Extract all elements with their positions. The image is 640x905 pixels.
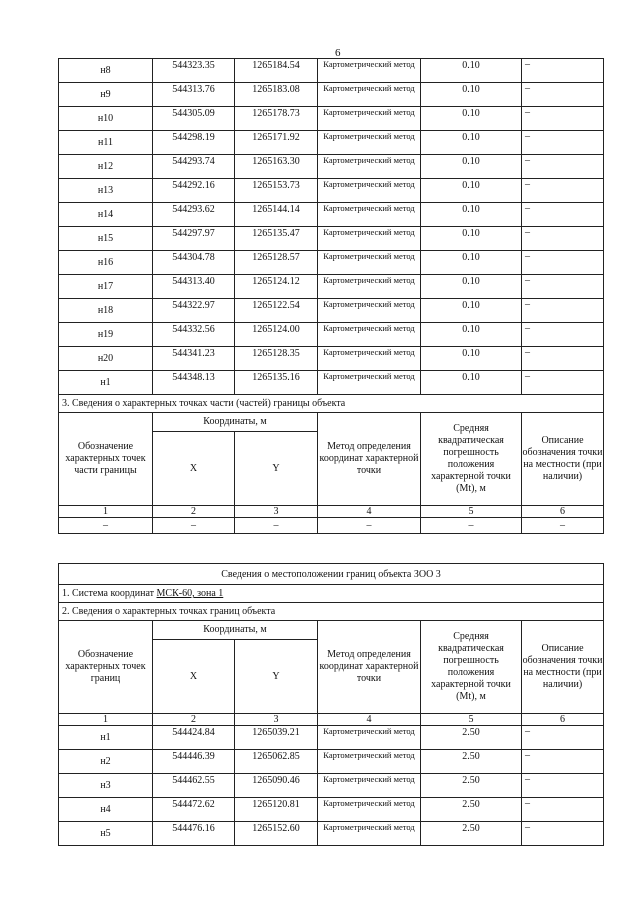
table-row: [59, 347, 604, 371]
column-index-row: 1 2 3 4 5 6: [59, 714, 604, 726]
description: –: [522, 822, 604, 846]
point-name: н1: [59, 371, 153, 395]
y-coordinate: 1265128.35: [235, 347, 318, 371]
table-row: [59, 726, 604, 750]
error-value: 2.50: [421, 750, 522, 774]
description: –: [522, 203, 604, 227]
coordinate-system-value: МСК-60, зона 1: [156, 588, 224, 599]
method: Картометрический метод: [318, 203, 421, 227]
error-value: 0.10: [421, 275, 522, 299]
description: –: [522, 131, 604, 155]
boundary-points-continued: [58, 58, 603, 534]
method: Картометрический метод: [318, 59, 421, 83]
x-coordinate: 544348.13: [153, 371, 235, 395]
table-row: [59, 203, 604, 227]
y-coordinate: 1265124.12: [235, 275, 318, 299]
method: Картометрический метод: [318, 726, 421, 750]
x-coordinate: 544293.74: [153, 155, 235, 179]
x-coordinate: 544446.39: [153, 750, 235, 774]
x-coordinate: 544304.78: [153, 251, 235, 275]
y-coordinate: 1265183.08: [235, 83, 318, 107]
method: Картометрический метод: [318, 251, 421, 275]
x-coordinate: 544297.97: [153, 227, 235, 251]
method-header: Метод определения координат характерной точки: [318, 413, 421, 506]
error-header: Средняя квадратическая погрешность положения характерной точки (Mt), м: [421, 621, 522, 714]
y-coordinate: 1265135.47: [235, 227, 318, 251]
point-name: н17: [59, 275, 153, 299]
table-row: [59, 251, 604, 275]
description: –: [522, 347, 604, 371]
zone-3-block: [58, 563, 603, 846]
y-coordinate: 1265039.21: [235, 726, 318, 750]
description: –: [522, 107, 604, 131]
description: –: [522, 371, 604, 395]
empty-row: – – – – – –: [59, 518, 604, 534]
point-name: н12: [59, 155, 153, 179]
description: –: [522, 798, 604, 822]
zone-3-table: [58, 563, 604, 846]
y-coordinate: 1265184.54: [235, 59, 318, 83]
method: Картометрический метод: [318, 227, 421, 251]
error-value: 0.10: [421, 83, 522, 107]
page-number: 6: [335, 47, 341, 59]
x-coordinate: 544332.56: [153, 323, 235, 347]
description: –: [522, 750, 604, 774]
method: Картометрический метод: [318, 371, 421, 395]
description-header: Описание обозначения точки на местности (при наличии): [522, 621, 604, 714]
description-header: Описание обозначения точки на местности (при наличии): [522, 413, 604, 506]
table-row: [59, 275, 604, 299]
description: –: [522, 275, 604, 299]
y-header: Y: [235, 432, 318, 506]
x-coordinate: 544472.62: [153, 798, 235, 822]
x-coordinate: 544476.16: [153, 822, 235, 846]
designation-header: Обозначение характерных точек части границы: [59, 413, 153, 506]
error-value: 0.10: [421, 251, 522, 275]
table-row: [59, 83, 604, 107]
method: Картометрический метод: [318, 155, 421, 179]
table-row: [59, 299, 604, 323]
point-name: н14: [59, 203, 153, 227]
error-value: 2.50: [421, 798, 522, 822]
error-value: 0.10: [421, 59, 522, 83]
error-value: 0.10: [421, 347, 522, 371]
points-table-continued: [58, 58, 604, 534]
y-coordinate: 1265178.73: [235, 107, 318, 131]
table-row: [59, 131, 604, 155]
point-name: н16: [59, 251, 153, 275]
x-header: X: [153, 640, 235, 714]
x-coordinate: 544323.35: [153, 59, 235, 83]
point-name: н13: [59, 179, 153, 203]
error-header: Средняя квадратическая погрешность положения характерной точки (Mt), м: [421, 413, 522, 506]
description: –: [522, 83, 604, 107]
description: –: [522, 251, 604, 275]
y-coordinate: 1265144.14: [235, 203, 318, 227]
x-coordinate: 544322.97: [153, 299, 235, 323]
coordinates-header: Координаты, м: [153, 413, 318, 432]
description: –: [522, 227, 604, 251]
point-name: н1: [59, 726, 153, 750]
method: Картометрический метод: [318, 179, 421, 203]
method: Картометрический метод: [318, 774, 421, 798]
y-coordinate: 1265135.16: [235, 371, 318, 395]
point-name: н15: [59, 227, 153, 251]
y-coordinate: 1265122.54: [235, 299, 318, 323]
error-value: 0.10: [421, 203, 522, 227]
x-coordinate: 544305.09: [153, 107, 235, 131]
description: –: [522, 299, 604, 323]
x-header: X: [153, 432, 235, 506]
point-name: н11: [59, 131, 153, 155]
table-row: [59, 59, 604, 83]
x-coordinate: 544341.23: [153, 347, 235, 371]
error-value: 0.10: [421, 323, 522, 347]
table-row: [59, 107, 604, 131]
method: Картометрический метод: [318, 107, 421, 131]
zone-3-title: Сведения о местоположении границ объекта ЗОО 3: [59, 564, 604, 585]
y-header: Y: [235, 640, 318, 714]
error-value: 0.10: [421, 227, 522, 251]
description: –: [522, 323, 604, 347]
error-value: 0.10: [421, 299, 522, 323]
x-coordinate: 544292.16: [153, 179, 235, 203]
method: Картометрический метод: [318, 822, 421, 846]
error-value: 2.50: [421, 774, 522, 798]
table-row: [59, 323, 604, 347]
point-name: н10: [59, 107, 153, 131]
method: Картометрический метод: [318, 299, 421, 323]
point-name: н5: [59, 822, 153, 846]
table-row: [59, 179, 604, 203]
method: Картометрический метод: [318, 798, 421, 822]
y-coordinate: 1265171.92: [235, 131, 318, 155]
point-name: н18: [59, 299, 153, 323]
point-name: н20: [59, 347, 153, 371]
y-coordinate: 1265153.73: [235, 179, 318, 203]
error-value: 0.10: [421, 155, 522, 179]
point-name: н3: [59, 774, 153, 798]
method: Картометрический метод: [318, 750, 421, 774]
point-name: н9: [59, 83, 153, 107]
table-row: [59, 750, 604, 774]
point-name: н2: [59, 750, 153, 774]
method: Картометрический метод: [318, 347, 421, 371]
table-row: [59, 227, 604, 251]
y-coordinate: 1265163.30: [235, 155, 318, 179]
table-row: [59, 774, 604, 798]
description: –: [522, 155, 604, 179]
section-3-title: 3. Сведения о характерных точках части (частей) границы объекта: [59, 395, 604, 413]
y-coordinate: 1265124.00: [235, 323, 318, 347]
error-value: 2.50: [421, 726, 522, 750]
description: –: [522, 726, 604, 750]
y-coordinate: 1265090.46: [235, 774, 318, 798]
description: –: [522, 59, 604, 83]
x-coordinate: 544313.76: [153, 83, 235, 107]
x-coordinate: 544298.19: [153, 131, 235, 155]
error-value: 2.50: [421, 822, 522, 846]
x-coordinate: 544424.84: [153, 726, 235, 750]
y-coordinate: 1265062.85: [235, 750, 318, 774]
method: Картометрический метод: [318, 131, 421, 155]
table-row: [59, 371, 604, 395]
table-row: [59, 155, 604, 179]
description: –: [522, 179, 604, 203]
y-coordinate: 1265120.81: [235, 798, 318, 822]
coordinates-header: Координаты, м: [153, 621, 318, 640]
point-name: н4: [59, 798, 153, 822]
designation-header: Обозначение характерных точек границ: [59, 621, 153, 714]
point-name: н19: [59, 323, 153, 347]
table-row: [59, 798, 604, 822]
error-value: 0.10: [421, 131, 522, 155]
y-coordinate: 1265128.57: [235, 251, 318, 275]
x-coordinate: 544462.55: [153, 774, 235, 798]
method-header: Метод определения координат характерной точки: [318, 621, 421, 714]
method: Картометрический метод: [318, 323, 421, 347]
description: –: [522, 774, 604, 798]
column-index-row: 1 2 3 4 5 6: [59, 506, 604, 518]
error-value: 0.10: [421, 179, 522, 203]
x-coordinate: 544293.62: [153, 203, 235, 227]
x-coordinate: 544313.40: [153, 275, 235, 299]
method: Картометрический метод: [318, 275, 421, 299]
table-row: [59, 822, 604, 846]
method: Картометрический метод: [318, 83, 421, 107]
section-2-title: 2. Сведения о характерных точках границ объекта: [59, 603, 604, 621]
coordinate-system: 1. Система координат МСК-60, зона 1: [59, 585, 604, 603]
y-coordinate: 1265152.60: [235, 822, 318, 846]
error-value: 0.10: [421, 371, 522, 395]
error-value: 0.10: [421, 107, 522, 131]
point-name: н8: [59, 59, 153, 83]
